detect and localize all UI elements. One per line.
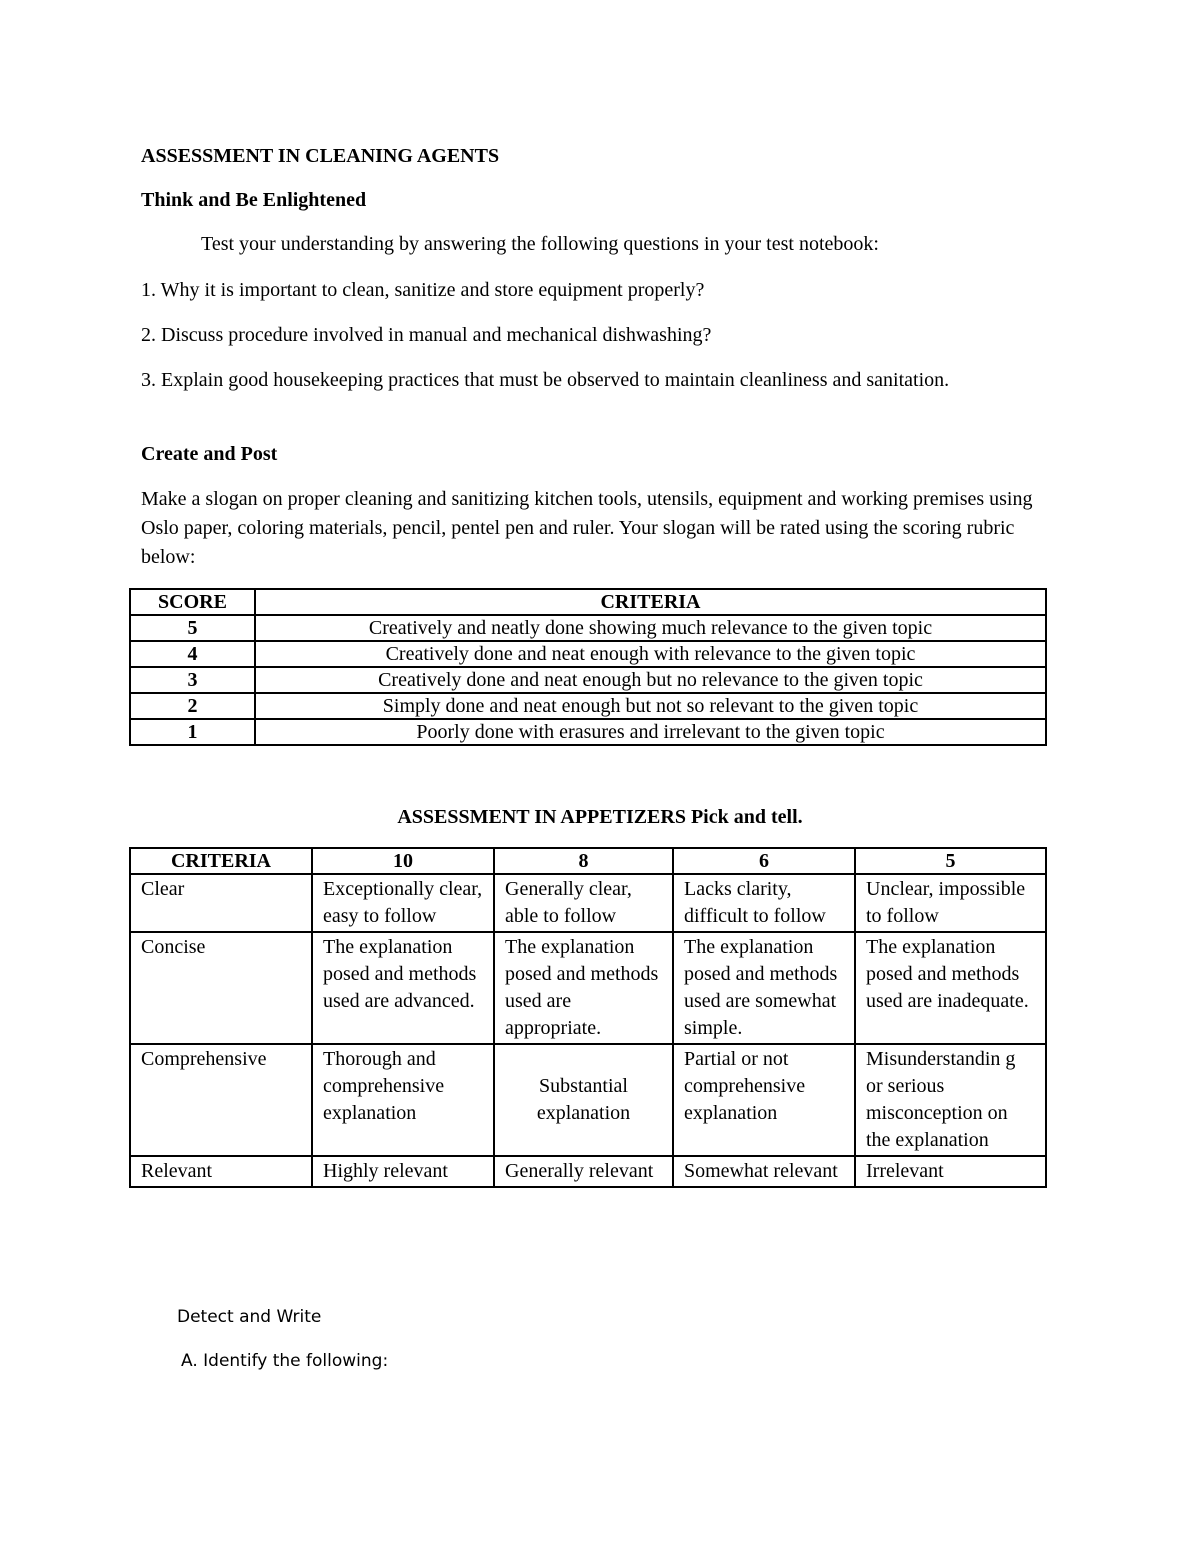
score-cell: 1 xyxy=(130,719,255,745)
question-3: 3. Explain good housekeeping practices that must be observed to maintain cleanliness and sanitation. xyxy=(141,369,950,391)
table-row xyxy=(130,719,1046,745)
section-heading-appetizers: ASSESSMENT IN APPETIZERS Pick and tell. xyxy=(397,806,803,828)
criteria-cell: Creatively done and neat enough with relevance to the given topic xyxy=(255,641,1046,667)
question-1: 1. Why it is important to clean, sanitize and store equipment properly? xyxy=(141,279,705,301)
table-row xyxy=(130,693,1046,719)
header-score: SCORE xyxy=(130,589,255,615)
rubric-cell: Partial or not comprehensive explanation xyxy=(673,1044,855,1156)
rubric-cell: Irrelevant xyxy=(855,1156,1046,1187)
rubric-cell: Generally clear, able to follow xyxy=(494,874,673,932)
table-row xyxy=(130,1156,1046,1187)
table-row xyxy=(130,1044,1046,1156)
rubric-cell: Substantial explanation xyxy=(494,1044,673,1156)
rubric-cell: Thorough and comprehensive explanation xyxy=(312,1044,494,1156)
table-row xyxy=(130,932,1046,1044)
rubric-cell: Lacks clarity, difficult to follow xyxy=(673,874,855,932)
table-row xyxy=(130,874,1046,932)
header-5: 5 xyxy=(855,848,1046,874)
header-8: 8 xyxy=(494,848,673,874)
criteria-cell: Creatively done and neat enough but no relevance to the given topic xyxy=(255,667,1046,693)
table-header-row xyxy=(130,848,1046,874)
criteria-cell: Poorly done with erasures and irrelevant to the given topic xyxy=(255,719,1046,745)
create-instructions: Make a slogan on proper cleaning and sanitizing kitchen tools, utensils, equipment and working premises using Oslo paper, coloring materials, pencil, pentel pen and ruler. Your slogan will be rated using the scoring rubric below: xyxy=(141,488,1033,568)
section-heading-think: Think and Be Enlightened xyxy=(141,189,367,211)
rubric-cell: The explanation posed and methods used are somewhat simple. xyxy=(673,932,855,1044)
section-heading-create: Create and Post xyxy=(141,443,278,465)
table-row xyxy=(130,615,1046,641)
criteria-cell: Clear xyxy=(130,874,312,932)
section-heading-detect: Detect and Write xyxy=(177,1307,322,1327)
document-title: ASSESSMENT IN CLEANING AGENTS xyxy=(141,145,500,167)
score-cell: 2 xyxy=(130,693,255,719)
header-10: 10 xyxy=(312,848,494,874)
criteria-cell: Simply done and neat enough but not so relevant to the given topic xyxy=(255,693,1046,719)
criteria-cell: Relevant xyxy=(130,1156,312,1187)
score-cell: 4 xyxy=(130,641,255,667)
slogan-rubric-table xyxy=(129,588,1047,746)
score-cell: 3 xyxy=(130,667,255,693)
criteria-cell: Comprehensive xyxy=(130,1044,312,1156)
table-row xyxy=(130,641,1046,667)
rubric-cell: Unclear, impossible to follow xyxy=(855,874,1046,932)
rubric-cell: The explanation posed and methods used are advanced. xyxy=(312,932,494,1044)
table-row xyxy=(130,667,1046,693)
rubric-cell: The explanation posed and methods used are appropriate. xyxy=(494,932,673,1044)
criteria-cell: Creatively and neatly done showing much relevance to the given topic xyxy=(255,615,1046,641)
question-2: 2. Discuss procedure involved in manual and mechanical dishwashing? xyxy=(141,324,712,346)
table-header-row xyxy=(130,589,1046,615)
appetizers-rubric-table xyxy=(129,847,1047,1188)
header-criteria: CRITERIA xyxy=(130,848,312,874)
header-criteria: CRITERIA xyxy=(255,589,1046,615)
rubric-cell: Somewhat relevant xyxy=(673,1156,855,1187)
rubric-cell: Highly relevant xyxy=(312,1156,494,1187)
criteria-cell: Concise xyxy=(130,932,312,1044)
intro-text: Test your understanding by answering the following questions in your test notebook: xyxy=(201,233,879,255)
rubric-cell: Misunderstandin g or serious misconception on the explanation xyxy=(855,1044,1046,1156)
rubric-cell: Generally relevant xyxy=(494,1156,673,1187)
identify-instruction: A. Identify the following: xyxy=(181,1351,389,1371)
score-cell: 5 xyxy=(130,615,255,641)
rubric-cell: The explanation posed and methods used are inadequate. xyxy=(855,932,1046,1044)
header-6: 6 xyxy=(673,848,855,874)
rubric-cell: Exceptionally clear, easy to follow xyxy=(312,874,494,932)
